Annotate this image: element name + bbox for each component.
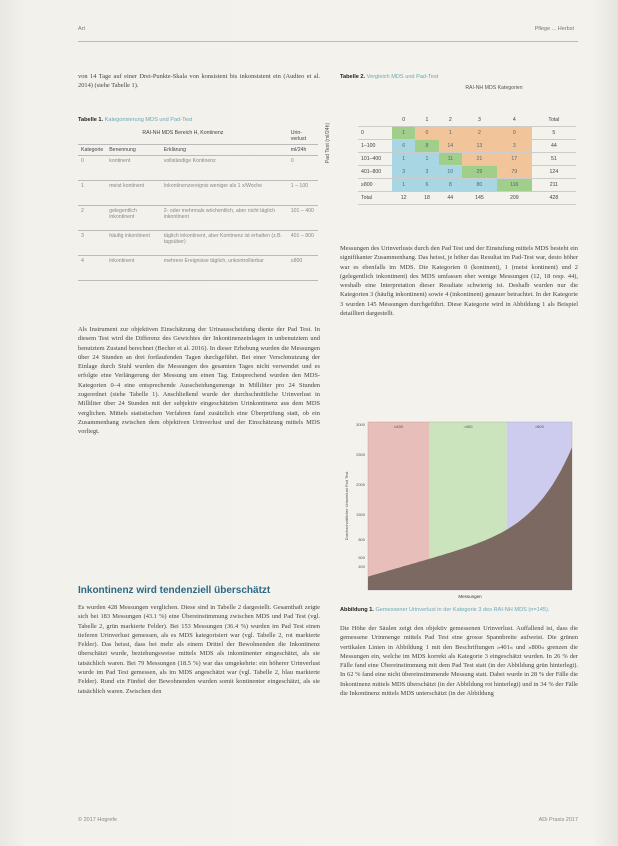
table-cell: 13 (462, 140, 497, 153)
y-axis-label: Durchschnittlicher Urinverlust Pad Test (344, 471, 349, 541)
table2-col-head: 4 (497, 114, 532, 127)
y-tick-label: 500 (358, 555, 365, 560)
figure-caption (340, 606, 578, 614)
table-cell: 209 (497, 192, 532, 205)
table2-side-head: Pad Test (ml/24h) (325, 122, 331, 164)
table-cell: 12 (392, 192, 415, 205)
running-header-left: Art (78, 26, 86, 32)
y-tick-label: 2500 (356, 452, 365, 457)
table-cell: 1 (392, 153, 415, 166)
figure-caption-label: Abbildung 1. (340, 607, 374, 613)
table2-col-head: 2 (439, 114, 462, 127)
table-cell: 11 (439, 153, 462, 166)
intro-paragraph: von 14 Tage auf einer Drei-Punkte-Skala von konsistent bis inkonsistent ein (Audieo et al. 2014) (siehe Tabelle 1). (78, 73, 320, 90)
table-cell: 79 (497, 166, 532, 179)
table-cell: 3 (78, 231, 106, 256)
table1-caption-text: Kategorisierung MDS und Pad-Test (104, 117, 193, 123)
table-cell: Inkontinenzereignis weniger als 1 x/Woche (161, 181, 288, 206)
table-cell: 5 (532, 127, 576, 140)
row-label: ≥800 (358, 179, 392, 192)
y-tick-label: 1500 (356, 512, 365, 517)
table-cell: 3 (415, 166, 438, 179)
band-label: >800 (534, 424, 544, 429)
table-cell: 3 (497, 140, 532, 153)
table-cell: 1 – 100 (288, 181, 318, 206)
table-cell: 401 – 800 (288, 231, 318, 256)
table-cell: 428 (532, 192, 576, 205)
table-cell: 1 (415, 153, 438, 166)
table-cell: 0 (497, 127, 532, 140)
table-cell: 14 (439, 140, 462, 153)
table1-col-head: Benennung (106, 145, 161, 156)
footer-left: © 2017 Hogrefe (78, 817, 117, 823)
table1-caption (78, 117, 192, 123)
table-cell: 0 (288, 156, 318, 181)
y-tick-label: 2000 (356, 482, 365, 487)
table1-urin-head: Urin-verlust (288, 128, 318, 145)
table2-col-head: 0 (392, 114, 415, 127)
table-cell: 3 (392, 166, 415, 179)
row-label: 401–800 (358, 166, 392, 179)
table-cell: 211 (532, 179, 576, 192)
table-row (358, 192, 576, 205)
table-cell: 8 (415, 140, 438, 153)
table-cell: 4 (78, 256, 106, 281)
table-cell: 6 (392, 140, 415, 153)
table-row (78, 156, 318, 181)
running-header-right: Pflege ... Herbst (534, 26, 574, 32)
table-row (358, 127, 576, 140)
table1-caption-label: Tabelle 1. (78, 117, 104, 123)
table2-caption-label: Tabelle 2. (340, 74, 366, 80)
table-cell: 51 (532, 153, 576, 166)
y-tick-label: 400 (358, 564, 365, 569)
table-cell: 0 (415, 127, 438, 140)
figure-urine-loss-chart (340, 416, 578, 604)
table-row (78, 181, 318, 206)
table-cell: 29 (462, 166, 497, 179)
table-cell: mehrere Ereignisse täglich, unkontrollierbar (161, 256, 288, 281)
table-cell: täglich inkontinent, aber Kontinenz ist erhalten (z.B. tagsüber) (161, 231, 288, 256)
table-cell: 124 (532, 166, 576, 179)
y-tick-label: 800 (358, 537, 365, 542)
table-cell: 6 (415, 179, 438, 192)
table-cell: 80 (462, 179, 497, 192)
table2-caption-text: Vergleich MDS und Pad-Test (366, 74, 439, 80)
section-heading: Inkontinenz wird tendenziell überschätzt (78, 585, 271, 596)
table1-col-head: Kategorie (78, 145, 106, 156)
table2-top-head: RAI-NH MDS Kategorien (465, 85, 523, 91)
analysis-paragraph: Messungen des Urinverlusts durch den Pad Test und der Einstufung mittels MDS besteht ein signifikanter Zusammenhang. Das heisst, je höher das Resultat im Pad-Test war, desto höher war es ebenfalls im MDS. Die Kategorien 0 (kontinent), 1 (meist kontinent) und 2 (gelegentlich inkontinent) des MDS umfassen eher wenige Messungen (12, 18 resp. 44), weshalb eine Interpretation dieser Resultate schwierig ist. Deshalb wurden nur die Kategorien 3 (häufig inkontinent) sowie 4 (inkontinent) genauer betrachtet. In der Kategorie 3 wurden 145 Messungen durchgeführt. Diese Kategorie wird in Abbildung 1 als Beispiel detailliert dargestellt. (340, 245, 578, 318)
table-cell: 1 (392, 179, 415, 192)
table-cell: 0 (78, 156, 106, 181)
table-cell: 145 (462, 192, 497, 205)
row-label: 0 (358, 127, 392, 140)
table2-col-head: 3 (462, 114, 497, 127)
table-row (358, 166, 576, 179)
table-cell: 2 (78, 206, 106, 231)
table-row (78, 231, 318, 256)
table-cell: 1 (78, 181, 106, 206)
footer-right: ADi Praxis 2017 (538, 817, 578, 823)
band-label: >400 (463, 424, 473, 429)
figure-caption-text: Gemessener Urinverlust in der Kategorie 3 des RAI-NH MDS (n=145). (375, 607, 550, 613)
header-rule (78, 41, 578, 42)
table-cell: 17 (497, 153, 532, 166)
y-tick-label: 3000 (356, 422, 365, 427)
table-cell: 10 (439, 166, 462, 179)
table-cell: 8 (439, 179, 462, 192)
x-axis-label: Messungen (458, 594, 482, 599)
table-cell: 116 (497, 179, 532, 192)
table-cell: häufig inkontinent (106, 231, 161, 256)
band-label: ≤400 (394, 424, 404, 429)
table-cell: 21 (462, 153, 497, 166)
results-paragraph: Es wurden 428 Messungen verglichen. Diese sind in Tabelle 2 dargestellt. Gesamthaft zeigte sich bei 183 Messungen (43.1 %) eine Übereinstimmung zwischen MDS und Pad Test (vgl. Tabelle 2, grün markierte Felder). Bei 153 Messungen (36.4 %) wurden im Pad Test einen tieferen Urinverlust gemessen, als es MDS kategorisiert war (vgl. Tabelle 2, rot markierte Felder). Das heisst, dass bei mehr als einem Drittel der Bewohnenden die Inkontinenz überschätzt wurde, beziehungsweise mittels MDS als inkontinenter eingeschätzt, als sie tatsächlich waren. Bei 79 Messungen (18.5 %) war das umgekehrte: ein höherer Urinverlust wurde im Pad Test gemessen, als im MDS angeschätzt war (vgl. Tabelle 2, blau markierte Felder). Rund ein Fünftel der Bewohnenden wurden somit kontinenter eingeschätzt, als sie tatsächlich waren. Zwischen den (78, 604, 320, 695)
discussion-paragraph: Die Höhe der Säulen zeigt den objektiv gemessenen Urinverlust. Auffallend ist, dass die gemessene Urinmenge mittels Pad Test eine grosse Spannbreite aufweist. Die grünen vertikalen Linien in Abbildung 1 mit den Beschriftungen »401« und »800« grenzen die Messungen ein, welche im MDS korrekt als Kategorie 3 eingeschätzt wurden. In 26 % der Fälle fand eine Übereinstimmung mit dem Pad Test statt (in der Abbildung grün hinterlegt). In 62 % fand eine nicht übereinstimmende Messung statt. Dabei wurde in 28 % der Fälle die Inkontinenz mittels MDS überschätzt (in der Abbildung rot hinterlegt) und in 34 % der Fälle die Inkontinenz mittels MDS unterschätzt (in der Abbildung (340, 625, 578, 698)
row-label: 101–400 (358, 153, 392, 166)
table-cell: vollständige Kontinenz (161, 156, 288, 181)
table-cell: 1 (392, 127, 415, 140)
table1-col-head: ml/24h (288, 145, 318, 156)
table1-group-head: RAI-NH MDS Bereich H, Kontinenz (78, 128, 288, 145)
table1-col-head: Erklärung (161, 145, 288, 156)
table-row (358, 179, 576, 192)
row-label: 1–100 (358, 140, 392, 153)
table2-col-head: Total (532, 114, 576, 127)
table-cell: 2- oder mehrmals wöchentlich, aber nicht täglich inkontinent (161, 206, 288, 231)
table-cell: meist kontinent (106, 181, 161, 206)
table-cell: 1 (439, 127, 462, 140)
table-cell: 18 (415, 192, 438, 205)
table2-caption (340, 74, 438, 80)
row-label: Total (358, 192, 392, 205)
table-mds-vs-padtest (358, 114, 576, 205)
table-row (78, 256, 318, 281)
table-row (78, 206, 318, 231)
method-paragraph: Als Instrument zur objektiven Einschätzung der Urinausscheidung diente der Pad Test. In diesem Test wird die Differenz des Gewichtes der Inkontinenzeinlagen in unbenutztem und benutztem Zustand berechnet (Becher et al. 2016). In dieser Erhebung wurden die Messungen über 24 Stunden an drei fortlaufenden Tagen durchgeführt. Bei einer Verschmutzung der Einlage durch Stuhl wurden die Messungen des gesamten Tages nicht verwendet und es erfolgte eine Verlängerung der Messung um einen Tag. Entsprechend wurden den MDS-Kategorien 0–4 eine entsprechende Ausscheidungsmenge in Milliliter pro 24 Stunden zugeordnet (siehe Tabelle 1). Anschließend wurde der durchschnittliche Urinverlust in Milliliter über 24 Stunden mit der subjektiv eingeschätzten Urinkontinenz aus dem MDS verglichen. Mittels statistischen Verfahren fand zusätzlich eine Überprüfung statt, ob ein Zusammenhang zwischen dem objektiven Urinverlust und der Einschätzung mittels MDS vorliegt. (78, 326, 320, 436)
table-row (358, 153, 576, 166)
table-cell: inkontinent (106, 256, 161, 281)
table-row (358, 140, 576, 153)
table-cell: gelegentlich inkontinent (106, 206, 161, 231)
table2-corner (358, 114, 392, 127)
table2-col-head: 1 (415, 114, 438, 127)
table-cell: 44 (532, 140, 576, 153)
table-cell: 44 (439, 192, 462, 205)
table-cell: kontinent (106, 156, 161, 181)
table-cell: 2 (462, 127, 497, 140)
table-cell: 101 – 400 (288, 206, 318, 231)
table-mds-categories (78, 128, 318, 281)
table-cell: ≥800 (288, 256, 318, 281)
